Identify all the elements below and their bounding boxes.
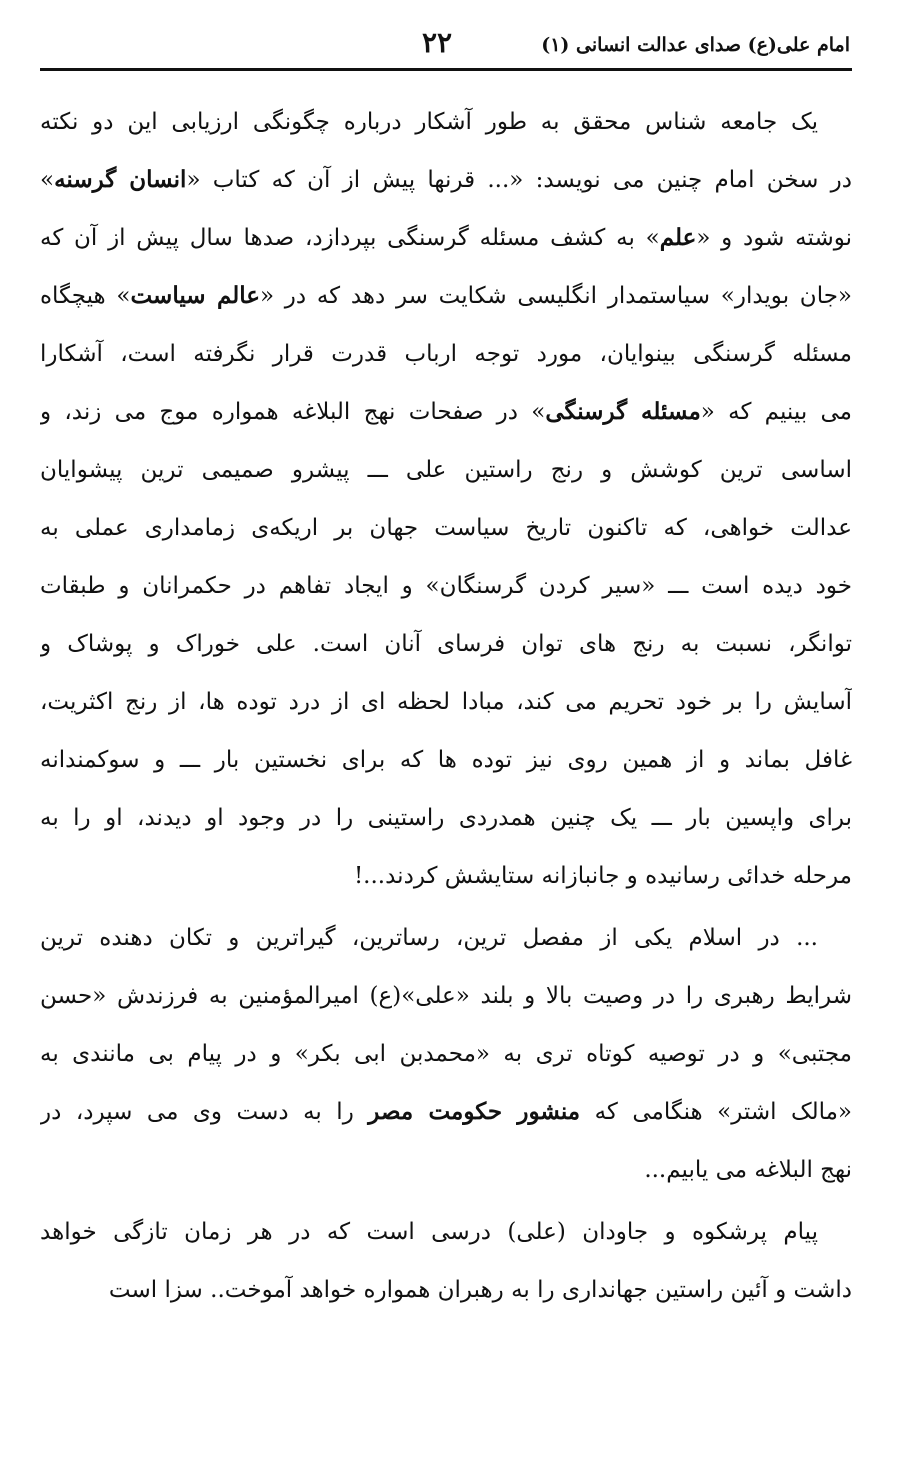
text-run: » به کشف مسئله گرسنگی بپردازد، صدها سال پیش از آن که: [40, 225, 660, 251]
text-run: «مالک اشتر» هنگامی که: [580, 1099, 852, 1125]
text-line: [40, 673, 852, 731]
bold-phrase: علم: [659, 224, 697, 251]
text-run: در سخن امام چنین می نویسد: «... قرنها پیش از آن که کتاب «: [186, 167, 852, 193]
document-page: [40, 22, 852, 1323]
text-run: »: [40, 167, 55, 193]
text-line: [40, 557, 852, 615]
text-line: [40, 1025, 852, 1083]
text-run: اساسی ترین کوشش و رنج راستین علی ـــ پیشرو صمیمی ترین پیشوایان: [40, 457, 852, 483]
text-run: پیام پرشکوه و جاودان (علی) درسی است که در هر زمان تازگی خواهد: [40, 1219, 818, 1245]
text-line: [40, 1083, 852, 1141]
text-line: [40, 441, 852, 499]
text-run: مرحله خدائی رسانیده و جانبازانه ستایشش کردند...!: [353, 863, 852, 889]
text-run: توانگر، نسبت به رنج های توان فرسای آنان است. علی خوراک و پوشاک و: [40, 631, 852, 657]
paragraph: [40, 1203, 852, 1319]
text-run: شرایط رهبری را در وصیت بالا و بلند «علی»(ع) امیرالمؤمنین به فرزندش «حسن: [40, 983, 852, 1009]
text-line: [40, 1203, 852, 1261]
text-line: [40, 847, 852, 905]
text-line: [40, 789, 852, 847]
text-line: [40, 967, 852, 1025]
text-line: [40, 383, 852, 441]
page-header: [40, 22, 852, 71]
text-line: [40, 93, 852, 151]
text-run: یک جامعه شناس محقق به طور آشکار درباره چگونگی ارزیابی این دو نکته: [40, 109, 818, 135]
text-line: [40, 731, 852, 789]
text-run: آسایش را بر خود تحریم می کند، مبادا لحظه ای از درد توده ها، از رنج اکثریت،: [40, 689, 852, 715]
text-line: [40, 151, 852, 209]
text-line: [40, 615, 852, 673]
text-run: عدالت خواهی، که تاکنون تاریخ سیاست جهان بر اریکه‌ی زمامداری عملی به: [40, 515, 852, 541]
text-run: نوشته شود و «: [696, 225, 852, 251]
bold-phrase: انسان گرسنه: [54, 166, 187, 193]
text-run: » در صفحات نهج البلاغه همواره موج می زند، و: [40, 399, 546, 425]
text-run: «جان بویدار» سیاستمدار انگلیسی شکایت سر دهد که در «: [260, 283, 852, 309]
text-run: » هیچگاه: [40, 283, 131, 309]
text-line: [40, 325, 852, 383]
text-line: [40, 1141, 852, 1199]
bold-phrase: منشور حکومت مصر: [368, 1098, 581, 1125]
text-run: برای واپسین بار ـــ یک چنین همدردی راستینی را در وجود او دیدند، او را به: [40, 805, 852, 831]
paragraph: [40, 909, 852, 1199]
bold-phrase: عالم سیاست: [130, 282, 260, 309]
text-line: [40, 209, 852, 267]
body-text: [40, 93, 852, 1319]
text-line: [40, 1261, 852, 1319]
text-line: [40, 267, 852, 325]
text-run: را به دست وی می سپرد، در: [40, 1099, 369, 1125]
text-line: [40, 909, 852, 967]
text-run: خود دیده است ـــ «سیر کردن گرسنگان» و ایجاد تفاهم در حکمرانان و طبقات: [40, 573, 852, 599]
running-header-title: امام علی(ع) صدای عدالت انسانی (۱): [541, 34, 850, 56]
text-run: نهج البلاغه می یابیم...: [644, 1157, 852, 1183]
text-run: می بینیم که «: [700, 399, 852, 425]
page-number: ۲۲: [422, 26, 453, 59]
paragraph: [40, 93, 852, 905]
bold-phrase: مسئله گرسنگی: [545, 398, 701, 425]
text-line: [40, 499, 852, 557]
text-run: مجتبی» و در توصیه کوتاه تری به «محمدبن ابی بکر» و در پیام بی مانندی به: [40, 1041, 852, 1067]
text-run: داشت و آئین راستین جهانداری را به رهبران همواره خواهد آموخت.. سزا است: [108, 1277, 852, 1303]
text-run: غافل بماند و از همین روی نیز توده ها که برای نخستین بار ـــ و سوکمندانه: [40, 747, 852, 773]
text-run: ... در اسلام یکی از مفصل ترین، رساترین، گیراترین و تکان دهنده ترین: [40, 925, 818, 951]
text-run: مسئله گرسنگی بینوایان، مورد توجه ارباب قدرت قرار نگرفته است، آشکارا: [40, 341, 852, 367]
